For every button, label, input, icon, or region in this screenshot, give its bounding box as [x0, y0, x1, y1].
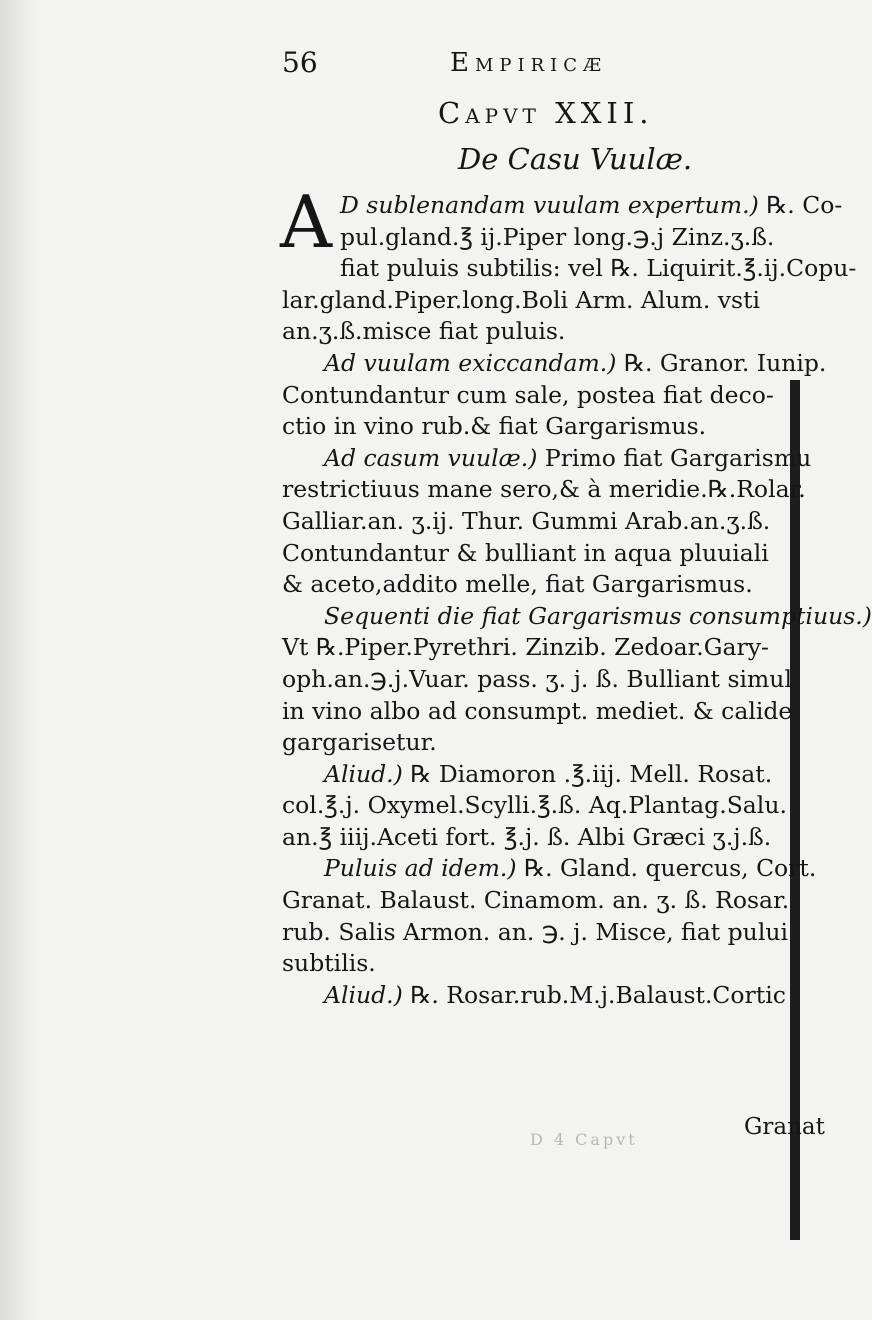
- text-line: [282, 696, 802, 728]
- paragraph: [280, 180, 857, 348]
- text-line: [282, 380, 802, 412]
- line-text: an.ʒ.ß.misce fiat puluis.: [282, 317, 566, 346]
- line-text: lar.gland.Piper.long.Boli Arm. Alum. vsti: [282, 285, 761, 314]
- text-line: [282, 759, 802, 791]
- text-line: [282, 316, 802, 348]
- text-line: [282, 601, 872, 633]
- line-text: Contundantur & bulliant in aqua pluuiali: [282, 538, 769, 567]
- rubric-italic: Aliud.): [324, 980, 403, 1009]
- book-page: [280, 42, 872, 1162]
- text-line: [282, 253, 857, 285]
- rubric-italic: Aliud.): [324, 759, 403, 788]
- signature-mark: D 4 Capvt: [530, 1130, 638, 1149]
- rubric-italic: Sequenti die fiat Gargarismus consumptiuus.): [324, 601, 872, 630]
- text-line: [282, 348, 827, 380]
- text-line: [282, 569, 802, 601]
- line-text: restrictiuus mane sero,& à meridie.℞.Rolar.: [282, 475, 806, 504]
- line-text: rub. Salis Armon. an. ℈. j. Misce, fiat pului: [282, 917, 788, 946]
- paragraph: [282, 853, 817, 979]
- line-text: Galliar.an. ʒ.ij. Thur. Gummi Arab.an.ʒ.ß.: [282, 506, 771, 535]
- line-text: & aceto,addito melle, fiat Gargarismus.: [282, 570, 753, 599]
- line-text: an.℥ iiij.Aceti fort. ℥.j. ß. Albi Græci ʒ.j.ß.: [282, 822, 772, 851]
- rubric-italic: Ad vuulam exiccandam.): [324, 348, 617, 377]
- line-text: Contundantur cum sale, postea fiat deco-: [282, 380, 774, 409]
- text-line: [282, 980, 802, 1012]
- paragraph: [282, 443, 812, 601]
- line-text: oph.an.℈.j.Vuar. pass. ʒ. j. ß. Bulliant simul: [282, 664, 792, 693]
- catchword: Granat: [744, 1114, 825, 1140]
- line-text: ℞ Diamoron .℥.iij. Mell. Rosat.: [402, 759, 773, 788]
- running-title: Empiricæ: [450, 48, 608, 78]
- line-text: in vino albo ad consumpt. mediet. & calide: [282, 696, 793, 725]
- line-text: Granat. Balaust. Cinamom. an. ʒ. ß. Rosar.: [282, 886, 790, 915]
- text-line: [282, 885, 802, 917]
- line-text: ℞. Granor. Iunip.: [616, 348, 827, 377]
- text-line: [282, 443, 812, 475]
- page-body: [280, 180, 872, 1011]
- paragraph: [282, 601, 872, 759]
- page-header: [282, 42, 794, 90]
- line-text: ℞. Co-: [758, 191, 843, 219]
- line-text: subtilis.: [282, 949, 376, 978]
- line-text: Primo fiat Gargarismu: [537, 443, 812, 472]
- text-line: [282, 822, 802, 854]
- text-line: [282, 727, 802, 759]
- line-text: pul.gland.℥ ij.Piper long.℈.j Zinz.ʒ.ß.: [340, 222, 775, 251]
- text-line: [282, 411, 802, 443]
- page-number: 56: [282, 46, 318, 79]
- chapter-title: De Casu Vuulæ.: [458, 142, 693, 176]
- line-text: ℞. Rosar.rub.M.j.Balaust.Cortic: [402, 980, 786, 1009]
- drop-cap: A: [280, 180, 332, 264]
- rubric-italic: D sublenandam vuulam expertum.): [340, 191, 759, 219]
- paragraph: [282, 348, 827, 443]
- line-text: Vt ℞.Piper.Pyrethri. Zinzib. Zedoar.Gary-: [282, 633, 769, 662]
- page-fold-shadow: [0, 0, 42, 1320]
- line-text: col.℥.j. Oxymel.Scylli.℥.ß. Aq.Plantag.Salu.: [282, 791, 787, 820]
- text-line: [282, 790, 802, 822]
- text-line: [282, 285, 802, 317]
- text-line: [282, 917, 802, 949]
- text-line: [282, 632, 802, 664]
- text-line: [282, 474, 806, 506]
- line-text: ℞. Gland. quercus, Cort.: [516, 854, 817, 883]
- text-line: [282, 853, 817, 885]
- text-line: [282, 948, 802, 980]
- rubric-italic: Puluis ad idem.): [324, 854, 517, 883]
- text-line: [282, 222, 802, 254]
- text-line: [282, 538, 802, 570]
- paragraph: [282, 759, 802, 854]
- line-text: fiat puluis subtilis: vel ℞. Liquirit.℥.ij.Copu-: [340, 254, 857, 283]
- line-text: ctio in vino rub.& fiat Gargarismus.: [282, 412, 707, 441]
- paragraph: [282, 980, 802, 1012]
- text-line: [282, 506, 802, 538]
- rubric-italic: Ad casum vuulæ.): [324, 443, 538, 472]
- chapter-heading: Capvt XXII.: [438, 96, 654, 130]
- text-line: [282, 664, 802, 696]
- text-line: [282, 190, 843, 222]
- line-text: gargarisetur.: [282, 728, 437, 757]
